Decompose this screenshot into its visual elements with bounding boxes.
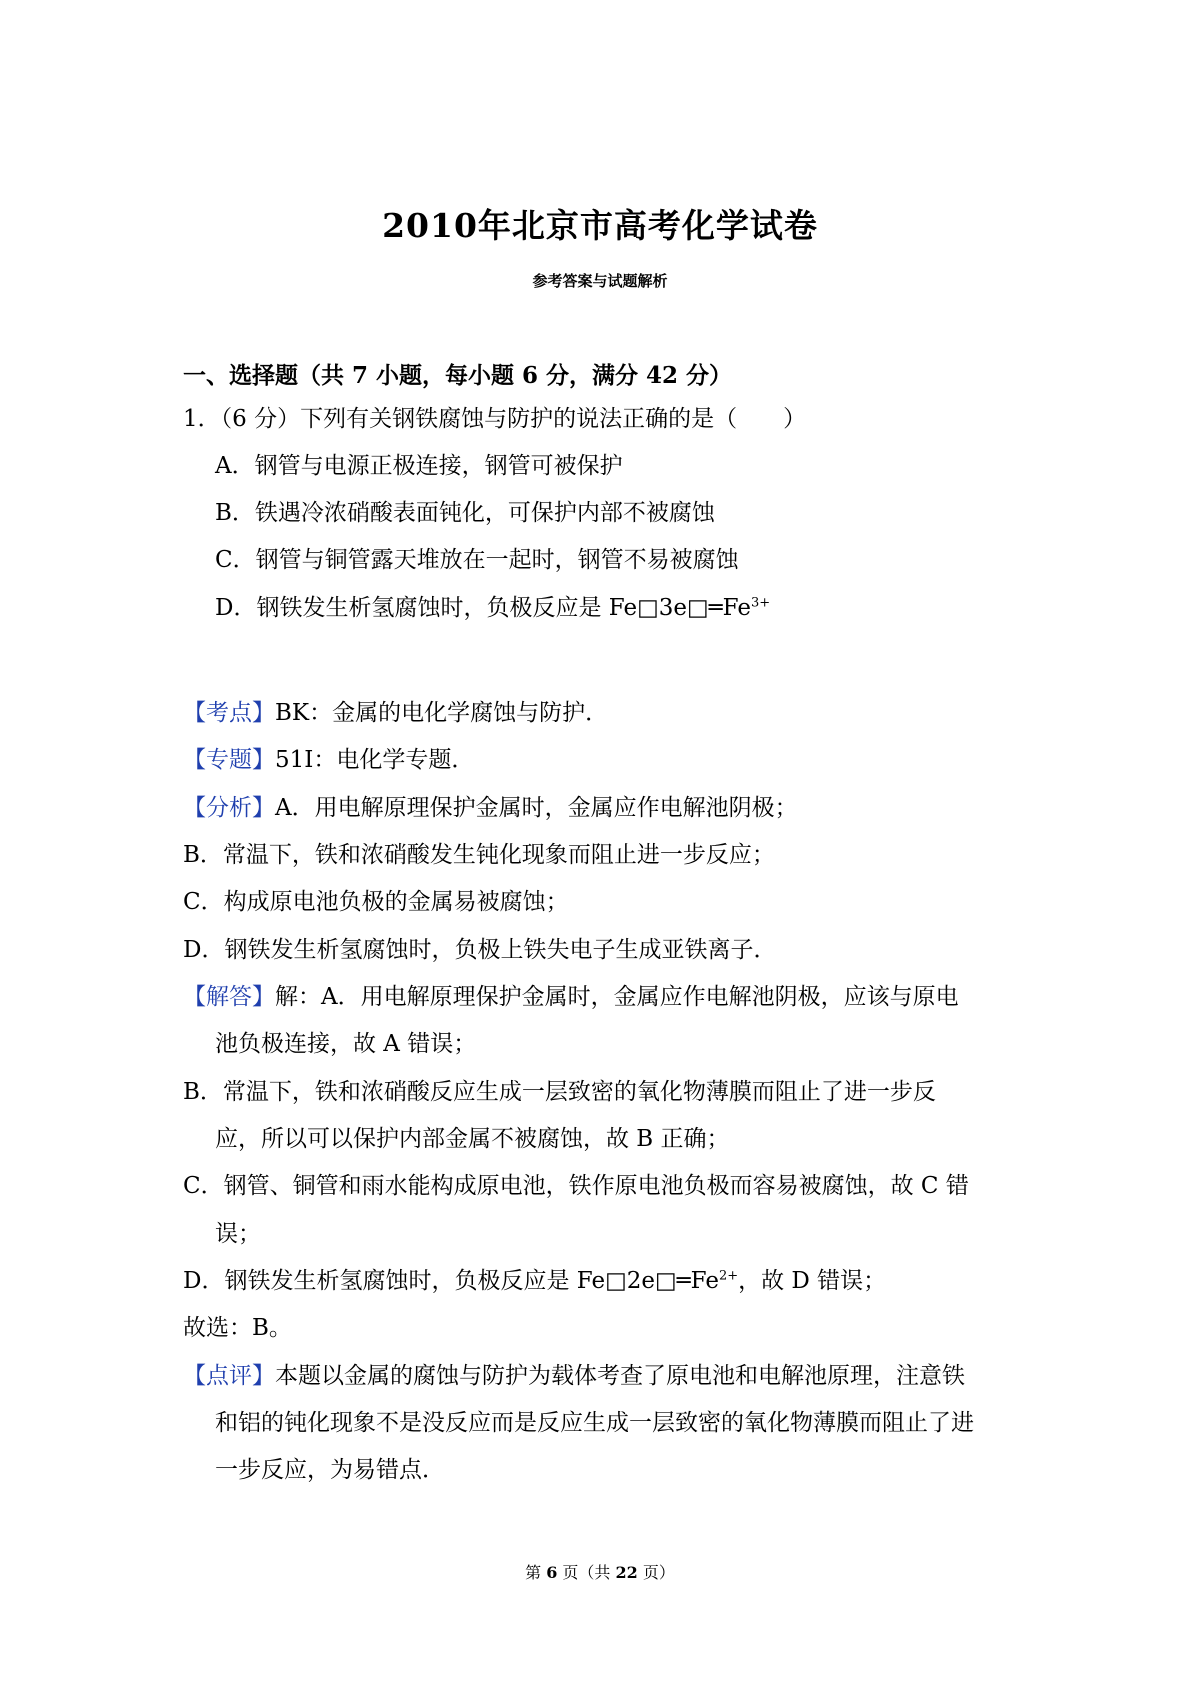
answer-line: 故选：B。 <box>183 1315 292 1341</box>
kaodian-tag: 【考点】 <box>183 700 275 726</box>
section-heading: 一、选择题（共 7 小题，每小题 6 分，满分 42 分） <box>183 362 733 389</box>
kaodian-line <box>183 694 608 727</box>
fenxi-text-c: C．构成原电池负极的金属易被腐蚀； <box>183 889 569 915</box>
zhuanti-text: 51I：电化学专题． <box>275 747 475 773</box>
dianping-text-1: 本题以金属的腐蚀与防护为载体考查了原电池和电解池原理，注意铁 <box>275 1363 965 1389</box>
jieda-line <box>183 978 959 1011</box>
option-d <box>215 589 770 622</box>
jieda-tag: 【解答】 <box>183 984 275 1010</box>
jieda-text-1: 解：A．用电解原理保护金属时，金属应作电解池阴极，应该与原电 <box>275 984 959 1010</box>
jieda-text-3: B．常温下，铁和浓硝酸反应生成一层致密的氧化物薄膜而阻止了进一步反 <box>183 1079 936 1105</box>
jieda-text-2: 池负极连接，故 A 错误； <box>215 1031 477 1057</box>
fenxi-text-b: B．常温下，铁和浓硝酸发生钝化现象而阻止进一步反应； <box>183 842 775 868</box>
footer-mid: 页（共 <box>562 1563 611 1582</box>
dianping-text-2: 和铝的钝化现象不是没反应而是反应生成一层致密的氧化物薄膜而阻止了进 <box>215 1410 974 1436</box>
footer-total-pages: 22 <box>615 1563 638 1582</box>
dianping-tag: 【点评】 <box>183 1363 275 1389</box>
footer-page-number: 6 <box>546 1563 558 1582</box>
jieda-d-post: ，故 D 错误； <box>738 1268 887 1294</box>
option-d-charge: 3+ <box>750 595 771 611</box>
fenxi-text-a: A．用电解原理保护金属时，金属应作电解池阴极； <box>275 795 798 821</box>
option-b: B．铁遇冷浓硝酸表面钝化，可保护内部不被腐蚀 <box>215 500 715 526</box>
page-title: 2010年北京市高考化学试卷 <box>382 206 818 245</box>
jieda-d-pre: D．钢铁发生析氢腐蚀时，负极反应是 Fe□2e□═Fe <box>183 1268 719 1294</box>
zhuanti-tag: 【专题】 <box>183 747 275 773</box>
footer-post: 页） <box>642 1563 675 1582</box>
kaodian-text: BK：金属的电化学腐蚀与防护． <box>275 700 609 726</box>
page-subtitle: 参考答案与试题解析 <box>532 272 668 290</box>
option-c: C．钢管与铜管露天堆放在一起时，钢管不易被腐蚀 <box>215 547 739 573</box>
jieda-d-charge: 2+ <box>718 1268 739 1284</box>
fenxi-line <box>183 789 798 822</box>
jieda-text-4: 应，所以可以保护内部金属不被腐蚀，故 B 正确； <box>215 1126 730 1152</box>
jieda-text-5: C．钢管、铜管和雨水能构成原电池，铁作原电池负极而容易被腐蚀，故 C 错 <box>183 1173 969 1199</box>
footer-pre: 第 <box>525 1563 542 1582</box>
fenxi-tag: 【分析】 <box>183 795 275 821</box>
dianping-text-3: 一步反应，为易错点． <box>215 1457 445 1483</box>
dianping-line <box>183 1357 965 1390</box>
zhuanti-line <box>183 741 474 774</box>
jieda-text-d <box>183 1262 886 1295</box>
jieda-text-6: 误； <box>215 1221 261 1247</box>
option-a: A．钢管与电源正极连接，钢管可被保护 <box>215 453 623 479</box>
page-footer <box>0 1560 1200 1583</box>
option-d-text: D．钢铁发生析氢腐蚀时，负极反应是 Fe□3e□═Fe <box>215 595 751 621</box>
question-stem: 1．（6 分）下列有关钢铁腐蚀与防护的说法正确的是（ ） <box>183 406 807 432</box>
fenxi-text-d: D．钢铁发生析氢腐蚀时，负极上铁失电子生成亚铁离子． <box>183 937 777 963</box>
